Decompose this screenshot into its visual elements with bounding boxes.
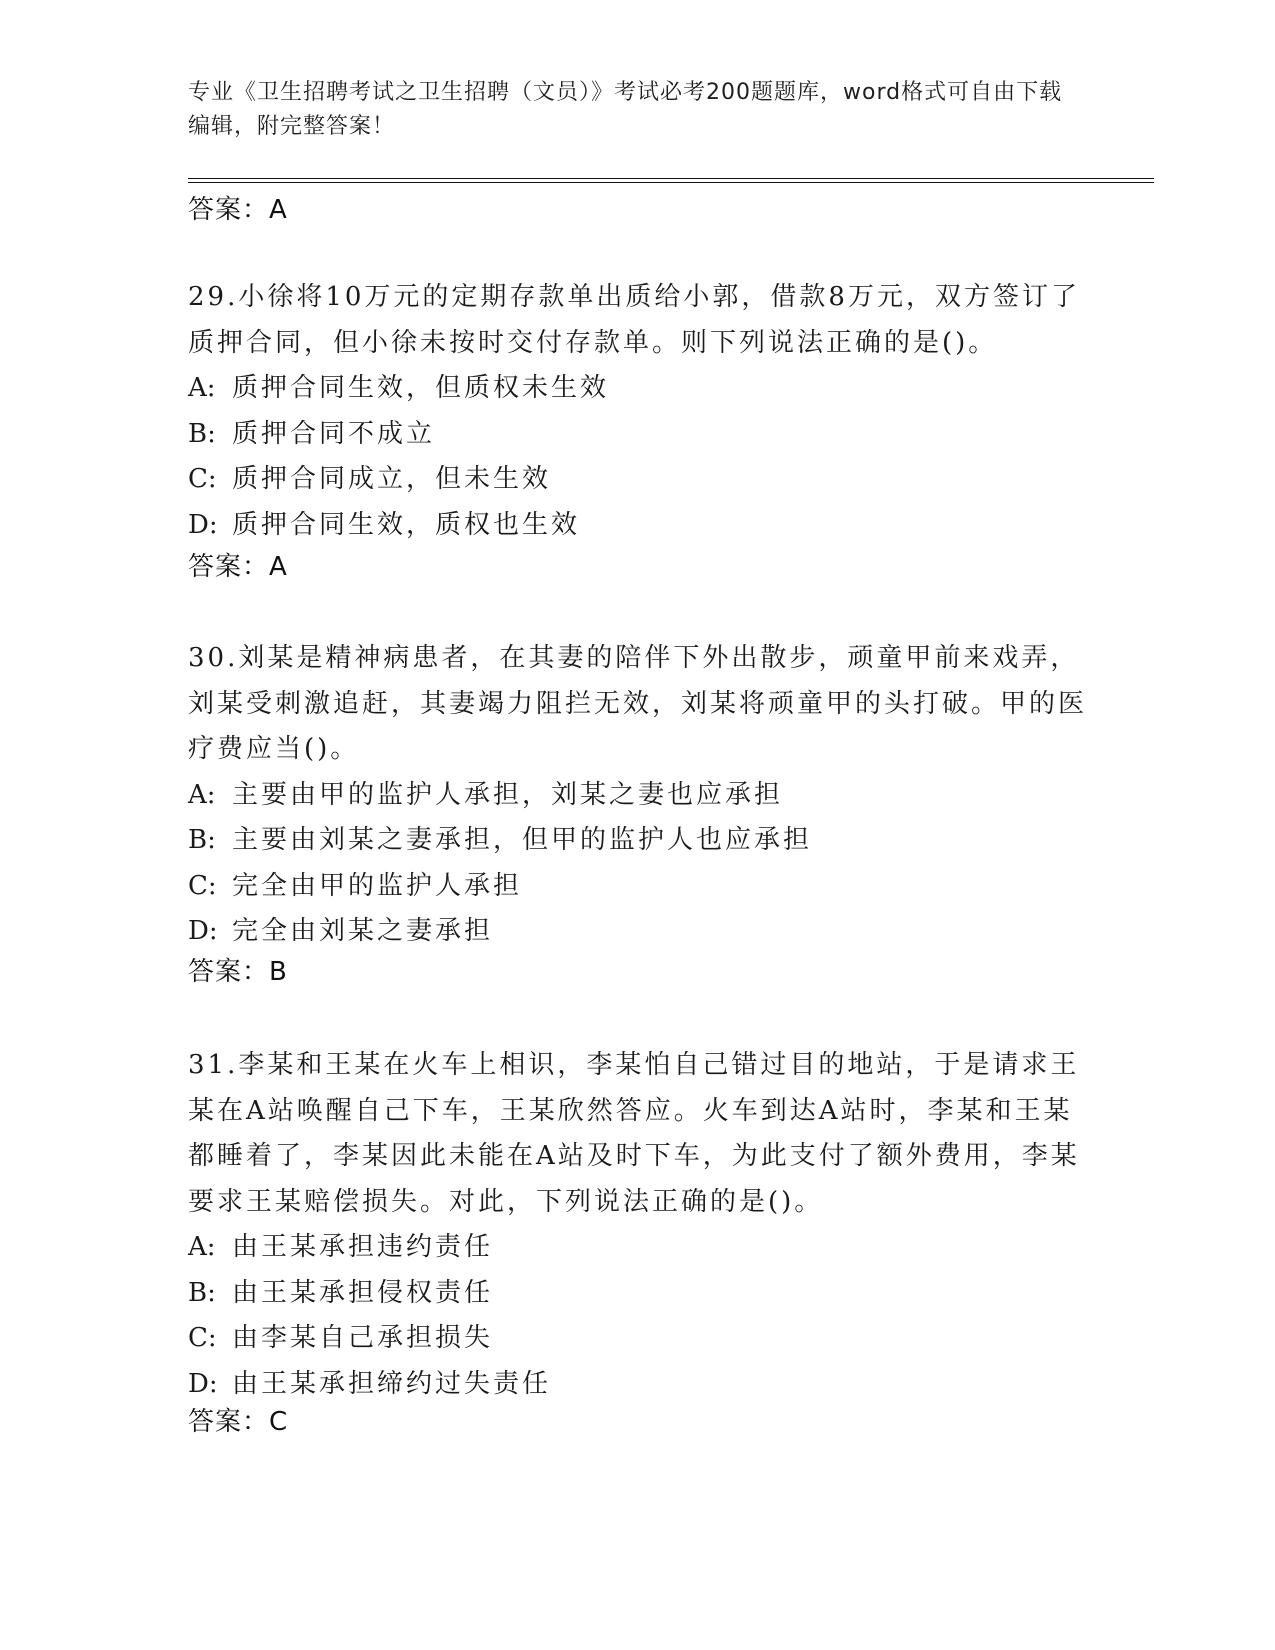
option-label: A: bbox=[188, 1232, 216, 1262]
option-text: 主要由甲的监护人承担，刘某之妻也应承担 bbox=[232, 779, 784, 810]
option-a bbox=[188, 366, 1088, 412]
question-29 bbox=[188, 275, 1088, 548]
option-text: 由王某承担违约责任 bbox=[232, 1232, 494, 1262]
option-text: 质押合同生效，但质权未生效 bbox=[232, 373, 610, 403]
option-a bbox=[188, 1225, 1088, 1271]
option-label: B: bbox=[188, 418, 216, 449]
header-divider bbox=[188, 178, 1154, 179]
answer-prev: 答案：A bbox=[188, 195, 288, 225]
answer-30: 答案：B bbox=[188, 957, 288, 987]
option-text: 完全由刘某之妻承担 bbox=[232, 916, 494, 946]
option-text: 主要由刘某之妻承担，但甲的监护人也应承担 bbox=[232, 825, 813, 855]
option-label: B: bbox=[188, 825, 216, 855]
option-label: A: bbox=[188, 779, 216, 810]
option-b bbox=[188, 818, 1088, 864]
question-stem: 30.刘某是精神病患者，在其妻的陪伴下外出散步，顽童甲前来戏弄，刘某受刺激追赶，其妻竭力阻拦无效，刘某将顽童甲的头打破。甲的医疗费应当()。 bbox=[188, 643, 1088, 764]
question-31 bbox=[188, 1043, 1088, 1407]
option-label: C: bbox=[188, 1323, 217, 1353]
header-divider-secondary bbox=[188, 182, 1154, 183]
option-d bbox=[188, 909, 1088, 955]
option-c bbox=[188, 1316, 1088, 1362]
option-text: 由王某承担侵权责任 bbox=[232, 1277, 494, 1308]
answer-29: 答案：A bbox=[188, 552, 288, 582]
option-b bbox=[188, 1271, 1088, 1317]
option-text: 完全由甲的监护人承担 bbox=[232, 870, 523, 901]
option-b bbox=[188, 412, 1088, 458]
option-d bbox=[188, 1362, 1088, 1408]
option-label: D: bbox=[188, 1368, 218, 1399]
option-c bbox=[188, 864, 1088, 910]
option-text: 由李某自己承担损失 bbox=[232, 1323, 494, 1353]
option-label: D: bbox=[188, 509, 218, 540]
option-text: 由王某承担缔约过失责任 bbox=[232, 1368, 552, 1399]
answer-31: 答案：C bbox=[188, 1407, 289, 1437]
option-label: C: bbox=[188, 870, 217, 901]
option-a bbox=[188, 773, 1088, 819]
option-label: A: bbox=[188, 373, 216, 403]
option-label: C: bbox=[188, 464, 217, 494]
option-label: B: bbox=[188, 1277, 216, 1308]
option-text: 质押合同生效，质权也生效 bbox=[232, 509, 581, 540]
option-text: 质押合同成立，但未生效 bbox=[232, 464, 552, 494]
question-stem: 29.小徐将10万元的定期存款单出质给小郭，借款8万元，双方签订了质押合同，但小徐未按时交付存款单。则下列说法正确的是()。 bbox=[188, 282, 1080, 358]
option-c bbox=[188, 457, 1088, 503]
question-30 bbox=[188, 636, 1088, 955]
option-d bbox=[188, 503, 1088, 549]
option-label: D: bbox=[188, 916, 218, 946]
question-stem: 31.李某和王某在火车上相识，李某怕自己错过目的地站，于是请求王某在A站唤醒自己下车，王某欣然答应。火车到达A站时，李某和王某都睡着了，李某因此未能在A站及时下车，为此支付了额外费用，李某要求王某赔偿损失。对此，下列说法正确的是()。 bbox=[188, 1050, 1080, 1217]
option-text: 质押合同不成立 bbox=[232, 418, 436, 449]
page-header: 专业《卫生招聘考试之卫生招聘（文员）》考试必考200题题库，word格式可自由下载编辑，附完整答案！ bbox=[188, 80, 1063, 139]
